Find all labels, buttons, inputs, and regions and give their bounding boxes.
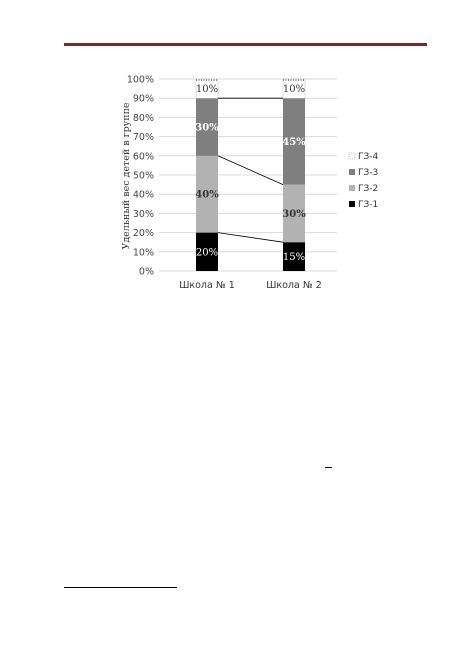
series-connector-line (218, 233, 283, 243)
data-label: 10% (282, 84, 306, 96)
category-label: Школа № 1 (179, 280, 235, 291)
y-tick-label: 100% (126, 74, 154, 86)
y-tick-label: 70% (132, 132, 154, 144)
category-label: Школа № 2 (266, 280, 322, 291)
data-label: 10% (195, 84, 219, 96)
y-tick-label: 90% (132, 93, 154, 105)
data-label: 30% (195, 122, 219, 134)
series-lines (218, 98, 283, 242)
data-label: 45% (282, 136, 306, 148)
footnote-rule (64, 587, 177, 588)
data-label: 40% (195, 189, 219, 201)
y-axis-label: Удельный вес детей в группе (121, 102, 132, 250)
category-labels (179, 280, 322, 291)
y-tick-label: 10% (132, 247, 154, 259)
legend-swatch (349, 185, 355, 191)
legend-label: ГЗ-1 (358, 200, 379, 210)
data-label: 20% (195, 247, 219, 259)
series-connector-line (218, 156, 283, 185)
y-tick-label: 80% (132, 112, 154, 124)
legend-swatch (349, 201, 355, 207)
gridlines (159, 79, 337, 271)
y-tick-label: 0% (138, 266, 154, 278)
y-tick-label: 40% (132, 189, 154, 201)
legend-swatch (349, 153, 355, 159)
legend-label: ГЗ-3 (358, 168, 379, 178)
legend-label: ГЗ-2 (358, 184, 379, 194)
legend-label: ГЗ-4 (358, 152, 379, 162)
y-tick-label: 20% (132, 228, 154, 240)
y-tick-label: 30% (132, 208, 154, 220)
y-tick-label: 60% (132, 151, 154, 163)
legend-swatch (349, 169, 355, 175)
data-label: 15% (282, 252, 306, 264)
y-tick-label: 50% (132, 170, 154, 182)
legend (349, 152, 379, 210)
text-dash-mark (325, 467, 332, 468)
data-label: 30% (282, 208, 306, 220)
